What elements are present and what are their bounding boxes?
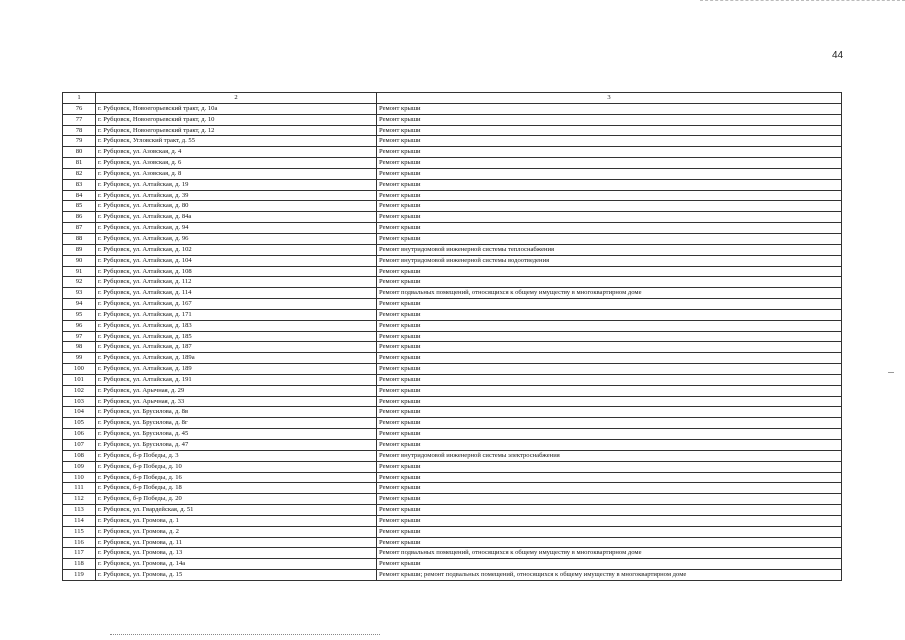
row-address: г. Рубцовск, ул. Азовская, д. 4 <box>96 147 377 158</box>
table-row <box>63 125 842 136</box>
row-address: г. Рубцовск, Новоегорьевский тракт, д. 12 <box>96 125 377 136</box>
row-work-type: Ремонт крыши <box>377 299 842 310</box>
row-number: 98 <box>63 342 96 353</box>
row-number: 88 <box>63 233 96 244</box>
row-number: 113 <box>63 505 96 516</box>
row-number: 112 <box>63 494 96 505</box>
row-work-type: Ремонт крыши <box>377 309 842 320</box>
row-number: 77 <box>63 114 96 125</box>
table-row <box>63 353 842 364</box>
table-row <box>63 255 842 266</box>
table-row <box>63 537 842 548</box>
table-row <box>63 277 842 288</box>
row-work-type: Ремонт крыши <box>377 212 842 223</box>
row-work-type: Ремонт крыши <box>377 331 842 342</box>
row-number: 114 <box>63 515 96 526</box>
row-address: г. Рубцовск, ул. Алтайская, д. 191 <box>96 374 377 385</box>
scan-top-rule <box>700 0 905 2</box>
row-address: г. Рубцовск, ул. Алтайская, д. 171 <box>96 309 377 320</box>
table-row <box>63 559 842 570</box>
row-number: 89 <box>63 244 96 255</box>
table-header-row <box>63 93 842 104</box>
row-work-type: Ремонт крыши <box>377 136 842 147</box>
row-address: г. Рубцовск, ул. Арычная, д. 29 <box>96 385 377 396</box>
row-number: 105 <box>63 418 96 429</box>
row-work-type: Ремонт крыши <box>377 342 842 353</box>
row-address: г. Рубцовск, ул. Брусилова, д. 8в <box>96 407 377 418</box>
scan-side-mark <box>888 372 894 373</box>
row-work-type: Ремонт крыши <box>377 223 842 234</box>
row-number: 81 <box>63 158 96 169</box>
table-row <box>63 190 842 201</box>
table-row <box>63 114 842 125</box>
row-number: 85 <box>63 201 96 212</box>
row-work-type: Ремонт крыши <box>377 472 842 483</box>
row-address: г. Рубцовск, ул. Алтайская, д. 185 <box>96 331 377 342</box>
row-number: 99 <box>63 353 96 364</box>
row-number: 108 <box>63 450 96 461</box>
row-work-type: Ремонт внутридомовой инженерной системы теплоснабжения <box>377 244 842 255</box>
table-row <box>63 505 842 516</box>
row-work-type: Ремонт крыши <box>377 277 842 288</box>
row-address: г. Рубцовск, ул. Алтайская, д. 80 <box>96 201 377 212</box>
row-address: г. Рубцовск, ул. Алтайская, д. 183 <box>96 320 377 331</box>
row-work-type: Ремонт крыши <box>377 353 842 364</box>
row-work-type: Ремонт подвальных помещений, относящихся к общему имуществу в многоквартирном доме <box>377 288 842 299</box>
row-address: г. Рубцовск, ул. Алтайская, д. 96 <box>96 233 377 244</box>
row-work-type: Ремонт крыши <box>377 168 842 179</box>
column-header-number: 1 <box>63 93 96 104</box>
row-address: г. Рубцовск, б-р Победы, д. 16 <box>96 472 377 483</box>
table-row <box>63 461 842 472</box>
row-number: 91 <box>63 266 96 277</box>
row-work-type: Ремонт крыши <box>377 418 842 429</box>
row-number: 101 <box>63 374 96 385</box>
row-address: г. Рубцовск, ул. Брусилова, д. 8г <box>96 418 377 429</box>
column-header-address: 2 <box>96 93 377 104</box>
row-work-type: Ремонт крыши <box>377 125 842 136</box>
table-row <box>63 147 842 158</box>
table-row <box>63 526 842 537</box>
row-work-type: Ремонт крыши <box>377 440 842 451</box>
row-work-type: Ремонт крыши <box>377 364 842 375</box>
row-number: 102 <box>63 385 96 396</box>
row-work-type: Ремонт крыши <box>377 190 842 201</box>
row-number: 116 <box>63 537 96 548</box>
row-address: г. Рубцовск, б-р Победы, д. 3 <box>96 450 377 461</box>
row-work-type: Ремонт крыши <box>377 233 842 244</box>
row-address: г. Рубцовск, ул. Громова, д. 15 <box>96 570 377 581</box>
row-number: 115 <box>63 526 96 537</box>
row-work-type: Ремонт крыши <box>377 559 842 570</box>
row-number: 78 <box>63 125 96 136</box>
row-address: г. Рубцовск, ул. Алтайская, д. 187 <box>96 342 377 353</box>
table-row <box>63 396 842 407</box>
table-row <box>63 320 842 331</box>
table-row <box>63 103 842 114</box>
table-row <box>63 223 842 234</box>
table-body <box>63 103 842 580</box>
row-work-type: Ремонт крыши <box>377 526 842 537</box>
row-number: 79 <box>63 136 96 147</box>
table-row <box>63 418 842 429</box>
row-address: г. Рубцовск, ул. Алтайская, д. 112 <box>96 277 377 288</box>
table-row <box>63 299 842 310</box>
table-row <box>63 429 842 440</box>
row-number: 92 <box>63 277 96 288</box>
row-address: г. Рубцовск, ул. Алтайская, д. 102 <box>96 244 377 255</box>
row-address: г. Рубцовск, б-р Победы, д. 10 <box>96 461 377 472</box>
column-header-work-type: 3 <box>377 93 842 104</box>
table-row <box>63 472 842 483</box>
row-number: 103 <box>63 396 96 407</box>
row-address: г. Рубцовск, ул. Азовская, д. 6 <box>96 158 377 169</box>
row-number: 93 <box>63 288 96 299</box>
row-address: г. Рубцовск, ул. Азовская, д. 8 <box>96 168 377 179</box>
row-number: 90 <box>63 255 96 266</box>
table-row <box>63 179 842 190</box>
row-address: г. Рубцовск, ул. Гвардейская, д. 51 <box>96 505 377 516</box>
row-address: г. Рубцовск, б-р Победы, д. 18 <box>96 483 377 494</box>
table-row <box>63 483 842 494</box>
row-work-type: Ремонт крыши <box>377 374 842 385</box>
table-row <box>63 494 842 505</box>
row-work-type: Ремонт крыши <box>377 396 842 407</box>
row-number: 84 <box>63 190 96 201</box>
row-address: г. Рубцовск, ул. Алтайская, д. 19 <box>96 179 377 190</box>
row-number: 111 <box>63 483 96 494</box>
row-work-type: Ремонт подвальных помещений, относящихся к общему имуществу в многоквартирном доме <box>377 548 842 559</box>
row-number: 82 <box>63 168 96 179</box>
row-work-type: Ремонт крыши <box>377 385 842 396</box>
row-address: г. Рубцовск, ул. Громова, д. 1 <box>96 515 377 526</box>
row-work-type: Ремонт крыши <box>377 114 842 125</box>
row-work-type: Ремонт крыши <box>377 179 842 190</box>
row-number: 117 <box>63 548 96 559</box>
row-address: г. Рубцовск, ул. Алтайская, д. 104 <box>96 255 377 266</box>
row-address: г. Рубцовск, ул. Алтайская, д. 94 <box>96 223 377 234</box>
table-row <box>63 158 842 169</box>
row-work-type: Ремонт крыши <box>377 537 842 548</box>
table-row <box>63 244 842 255</box>
row-number: 80 <box>63 147 96 158</box>
row-number: 76 <box>63 103 96 114</box>
row-work-type: Ремонт крыши <box>377 483 842 494</box>
table-row <box>63 385 842 396</box>
table-row <box>63 136 842 147</box>
row-work-type: Ремонт крыши <box>377 320 842 331</box>
row-address: г. Рубцовск, ул. Арычная, д. 33 <box>96 396 377 407</box>
row-number: 118 <box>63 559 96 570</box>
table-row <box>63 548 842 559</box>
table-row <box>63 440 842 451</box>
repair-register-table <box>62 92 842 581</box>
row-number: 106 <box>63 429 96 440</box>
row-number: 96 <box>63 320 96 331</box>
table-row <box>63 168 842 179</box>
row-number: 87 <box>63 223 96 234</box>
row-work-type: Ремонт крыши <box>377 266 842 277</box>
row-address: г. Рубцовск, ул. Алтайская, д. 167 <box>96 299 377 310</box>
row-work-type: Ремонт крыши <box>377 147 842 158</box>
row-address: г. Рубцовск, б-р Победы, д. 20 <box>96 494 377 505</box>
row-number: 86 <box>63 212 96 223</box>
row-work-type: Ремонт крыши <box>377 515 842 526</box>
row-work-type: Ремонт внутридомовой инженерной системы электроснабжения <box>377 450 842 461</box>
row-address: г. Рубцовск, ул. Алтайская, д. 189 <box>96 364 377 375</box>
row-number: 94 <box>63 299 96 310</box>
table-row <box>63 266 842 277</box>
table-row <box>63 570 842 581</box>
table-row <box>63 450 842 461</box>
row-address: г. Рубцовск, Новоегорьевский тракт, д. 10 <box>96 114 377 125</box>
row-number: 109 <box>63 461 96 472</box>
table-row <box>63 212 842 223</box>
table-row <box>63 374 842 385</box>
row-address: г. Рубцовск, ул. Алтайская, д. 39 <box>96 190 377 201</box>
table-row <box>63 342 842 353</box>
row-address: г. Рубцовск, ул. Громова, д. 14а <box>96 559 377 570</box>
row-number: 83 <box>63 179 96 190</box>
scan-bottom-marks <box>110 634 380 636</box>
table-row <box>63 407 842 418</box>
row-work-type: Ремонт крыши <box>377 158 842 169</box>
row-work-type: Ремонт крыши <box>377 429 842 440</box>
row-address: г. Рубцовск, Угловский тракт, д. 55 <box>96 136 377 147</box>
row-work-type: Ремонт крыши; ремонт подвальных помещений, относящихся к общему имуществу в многоквартирном доме <box>377 570 842 581</box>
row-number: 107 <box>63 440 96 451</box>
row-number: 104 <box>63 407 96 418</box>
row-address: г. Рубцовск, ул. Громова, д. 11 <box>96 537 377 548</box>
table-row <box>63 364 842 375</box>
row-address: г. Рубцовск, ул. Алтайская, д. 108 <box>96 266 377 277</box>
row-work-type: Ремонт крыши <box>377 505 842 516</box>
row-address: г. Рубцовск, ул. Алтайская, д. 84а <box>96 212 377 223</box>
row-address: г. Рубцовск, Новоегорьевский тракт, д. 10а <box>96 103 377 114</box>
row-work-type: Ремонт крыши <box>377 201 842 212</box>
row-number: 97 <box>63 331 96 342</box>
row-work-type: Ремонт крыши <box>377 461 842 472</box>
row-work-type: Ремонт крыши <box>377 407 842 418</box>
row-address: г. Рубцовск, ул. Брусилова, д. 45 <box>96 429 377 440</box>
row-address: г. Рубцовск, ул. Громова, д. 2 <box>96 526 377 537</box>
row-number: 119 <box>63 570 96 581</box>
page-number: 44 <box>832 50 844 61</box>
row-work-type: Ремонт крыши <box>377 494 842 505</box>
row-work-type: Ремонт крыши <box>377 103 842 114</box>
table-row <box>63 331 842 342</box>
row-number: 100 <box>63 364 96 375</box>
row-address: г. Рубцовск, ул. Громова, д. 13 <box>96 548 377 559</box>
row-number: 95 <box>63 309 96 320</box>
table-row <box>63 309 842 320</box>
row-address: г. Рубцовск, ул. Алтайская, д. 189а <box>96 353 377 364</box>
row-number: 110 <box>63 472 96 483</box>
row-address: г. Рубцовск, ул. Брусилова, д. 47 <box>96 440 377 451</box>
row-address: г. Рубцовск, ул. Алтайская, д. 114 <box>96 288 377 299</box>
table-row <box>63 233 842 244</box>
table-row <box>63 515 842 526</box>
table-row <box>63 201 842 212</box>
row-work-type: Ремонт внутридомовой инженерной системы водоотведения <box>377 255 842 266</box>
table-row <box>63 288 842 299</box>
